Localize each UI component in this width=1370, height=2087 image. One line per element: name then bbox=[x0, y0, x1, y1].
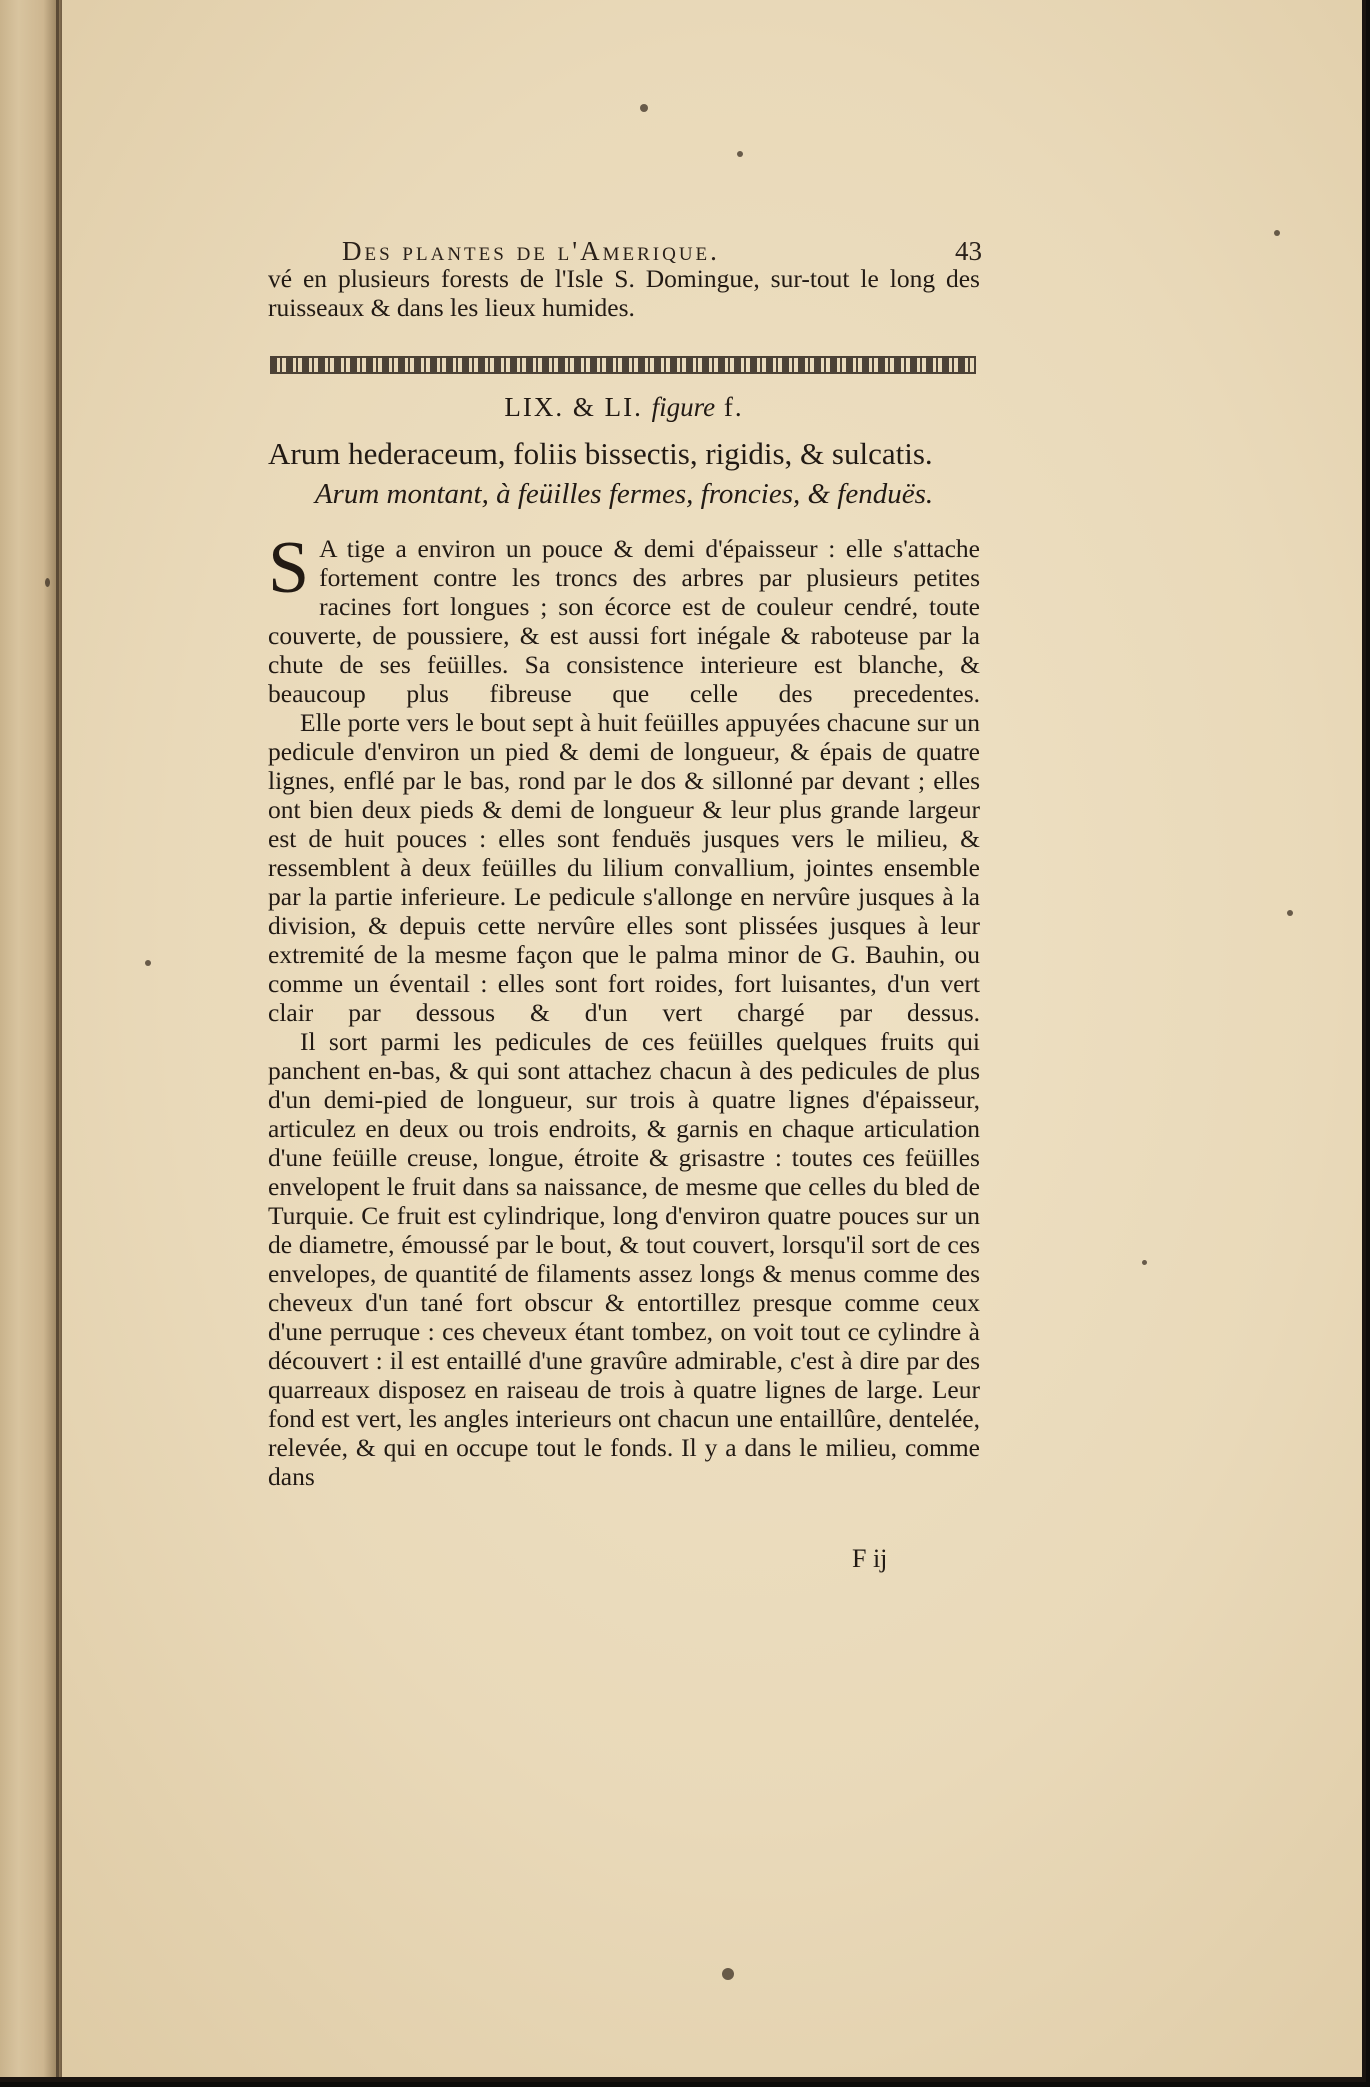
page-gutter bbox=[0, 0, 62, 2077]
latin-plant-name: Arum hederaceum, foliis bissectis, rigidis, & sulcatis. bbox=[268, 436, 933, 471]
paragraph-1 bbox=[268, 527, 980, 708]
figure-reference bbox=[268, 392, 980, 423]
drop-cap: S bbox=[268, 527, 310, 609]
main-body-text bbox=[268, 527, 980, 1491]
figure-letter: f. bbox=[723, 392, 744, 422]
figure-numbers: LIX. & LI. bbox=[504, 392, 643, 422]
paper-speck bbox=[45, 578, 50, 587]
paper-speck bbox=[640, 104, 648, 112]
figure-word: figure bbox=[651, 392, 716, 422]
ornamental-rule bbox=[270, 356, 976, 374]
paper-speck bbox=[737, 151, 743, 157]
paper-speck bbox=[145, 960, 151, 966]
paragraph-1-text: A tige a environ un pouce & demi d'épaisseur : elle s'attache fortement contre les troncs des arbres par plusieurs petites racines fort longues ; son écorce est de couleur cendré, toute couverte, de poussiere, & est aussi fort inégale & raboteuse par la chute de ses feüilles. Sa consistence interieure est blanche, & beaucoup plus fibreuse que celle des precedentes. bbox=[268, 534, 980, 708]
page-number: 43 bbox=[955, 236, 982, 266]
paper-speck bbox=[1287, 910, 1293, 916]
continuation-text bbox=[268, 264, 980, 322]
paper-speck bbox=[1142, 1260, 1147, 1265]
continuation-paragraph: vé en plusieurs forests de l'Isle S. Domingue, sur-tout le long des ruisseaux & dans les lieux humides. bbox=[268, 264, 980, 322]
paper-speck bbox=[1274, 230, 1280, 236]
paragraph-2: Elle porte vers le bout sept à huit feüilles appuyées chacune sur un pedicule d'environ un pied & demi de longueur, & épais de quatre lignes, enflé par le bas, rond par le dos & sillonné par devant ; elles ont bien deux pieds & demi de longueur & leur plus grande largeur est de huit pouces : elles sont fenduës jusques vers le milieu, & ressemblent à deux feüilles du lilium convallium, jointes ensemble par la partie inferieure. Le pedicule s'allonge en nervûre jusques à la division, & depuis cette nervûre elles sont plissées jusques à leur extremité de la mesme façon que le palma minor de G. Bauhin, ou comme un éventail : elles sont fort roides, fort luisantes, d'un vert clair par dessous & d'un vert chargé par dessus. bbox=[268, 708, 980, 1027]
catchword-signature: F ij bbox=[852, 1544, 888, 1573]
paragraph-3: Il sort parmi les pedicules de ces feüilles quelques fruits qui panchent en-bas, & qui sont attachez chacun à des pedicules de plus d'un demi-pied de longueur, sur trois à quatre lignes d'épaisseur, articulez en deux ou trois endroits, & garnis en chaque articulation d'une feüille creuse, longue, étroite & grisastre : toutes ces feüilles envelopent le fruit dans sa naissance, de mesme que celles du bled de Turquie. Ce fruit est cylindrique, long d'environ quatre pouces sur un de diametre, émoussé par le bout, & tout couvert, lorsqu'il sort de ces envelopes, de quantité de filaments assez longs & menus comme des cheveux d'un tané fort obscur & entortillez presque comme ceux d'une perruque : ces cheveux étant tombez, on voit tout ce cylindre à découvert : il est entaillé d'une gravûre admirable, c'est à dire par des quarreaux disposez en raiseau de trois à quatre lignes de large. Leur fond est vert, les angles interieurs ont chacun une entaillûre, dentelée, relevée, & qui en occupe tout le fonds. Il y a dans le milieu, comme dans bbox=[268, 1027, 980, 1491]
paper-speck bbox=[722, 1968, 734, 1980]
gutter-fold bbox=[56, 0, 59, 2077]
running-title: Des plantes de l'Amerique. bbox=[342, 236, 720, 266]
french-plant-name: Arum montant, à feüilles fermes, froncies, & fenduës. bbox=[314, 478, 934, 510]
